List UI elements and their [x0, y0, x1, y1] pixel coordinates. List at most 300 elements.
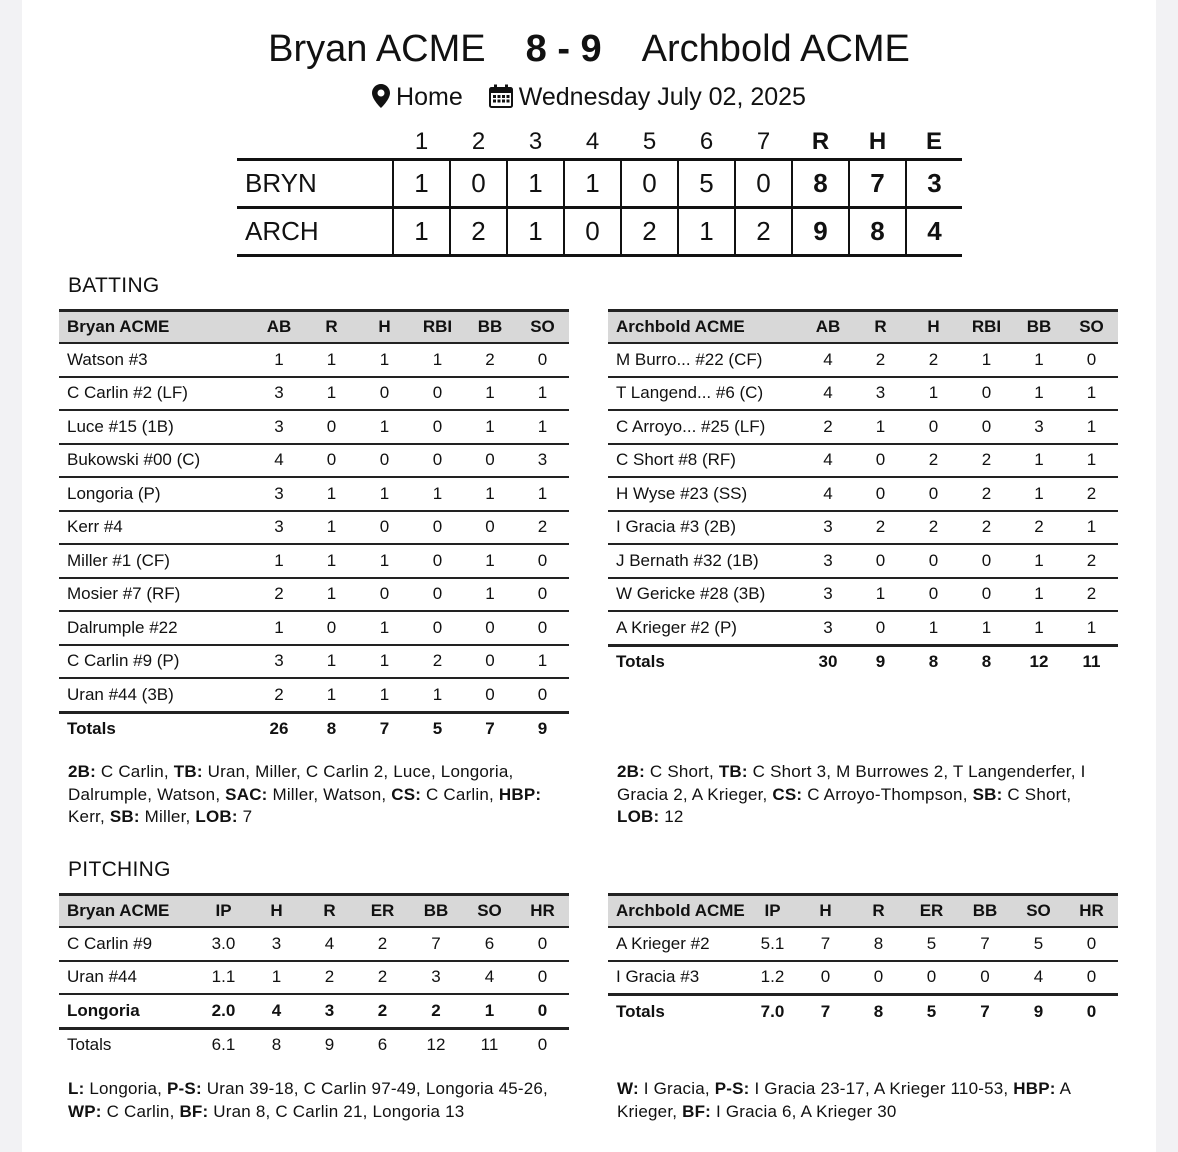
stat-cell: 0 [358, 444, 411, 478]
note-text: I Gracia 23-17, A Krieger 110-53, [749, 1079, 1014, 1098]
stat-cell: 0 [854, 611, 907, 645]
inning-score: 1 [393, 208, 450, 256]
col-header: BB [1013, 311, 1065, 344]
col-header: BB [409, 895, 463, 928]
stat-cell: 2 [1065, 578, 1118, 612]
totals-row [59, 1028, 569, 1061]
note-text: 12 [659, 807, 684, 826]
player-name: M Burro... #22 (CF) [608, 343, 802, 377]
stat-cell: 1 [305, 678, 358, 712]
stat-cell: 1 [305, 578, 358, 612]
away-team-name: Archbold ACME [641, 28, 910, 70]
inning-score: 5 [678, 160, 735, 208]
stat-cell: 1 [464, 544, 516, 578]
player-name: I Gracia #3 (2B) [608, 511, 802, 545]
stat-cell: 1 [854, 578, 907, 612]
note-label: TB: [173, 762, 203, 781]
totals-cell: 8 [852, 995, 905, 1028]
player-row [59, 444, 569, 478]
totals-cell: 0 [1065, 995, 1118, 1028]
player-name: T Langend... #6 (C) [608, 377, 802, 411]
player-name: A Krieger #2 (P) [608, 611, 802, 645]
stat-cell: 2 [907, 511, 960, 545]
stat-cell: 3 [854, 377, 907, 411]
totals-cell: 8 [960, 645, 1013, 678]
total-r: 9 [792, 208, 849, 256]
col-header: SO [516, 311, 569, 344]
stat-cell: 1 [305, 477, 358, 511]
stat-cell: 0 [958, 961, 1012, 995]
stat-cell: 2 [907, 444, 960, 478]
total-e: 3 [906, 160, 962, 208]
player-name: Longoria (P) [59, 477, 253, 511]
col-header: IP [746, 895, 799, 928]
totals-cell: 9 [303, 1028, 356, 1061]
note-text: Uran, Miller, C Carlin 2, Luce, Longoria, Dalrumple, Watson, [68, 762, 514, 804]
stat-cell: 0 [516, 994, 569, 1028]
line-score-table [237, 126, 962, 257]
stat-cell: 1 [516, 645, 569, 679]
stat-cell: 0 [854, 544, 907, 578]
player-name: Bukowski #00 (C) [59, 444, 253, 478]
stat-cell: 1 [907, 377, 960, 411]
stat-cell: 1 [1013, 611, 1065, 645]
stat-cell: 0 [358, 578, 411, 612]
col-header: HR [1065, 895, 1118, 928]
inning-score: 0 [450, 160, 507, 208]
player-row [608, 611, 1118, 645]
stat-cell: 0 [907, 410, 960, 444]
stat-cell: 0 [516, 544, 569, 578]
note-label: 2B: [68, 762, 96, 781]
note-label: BF: [179, 1101, 209, 1121]
stat-cell: 0 [411, 578, 464, 612]
note-label: P-S: [167, 1079, 202, 1098]
note-text: Miller, Watson, [267, 784, 392, 804]
col-header: R [852, 895, 905, 928]
stat-cell: 2 [960, 444, 1013, 478]
note-label: P-S: [714, 1079, 750, 1098]
stat-cell: 0 [411, 544, 464, 578]
game-location: Home [396, 83, 463, 111]
archbold-pitching-notes [617, 1078, 1127, 1123]
player-row [608, 578, 1118, 612]
totals-cell: 12 [1013, 645, 1065, 678]
stat-cell: 4 [463, 961, 516, 995]
note-label: L: [68, 1079, 85, 1098]
player-row [608, 927, 1118, 961]
stat-cell: 2 [516, 511, 569, 545]
stat-cell: 0 [516, 578, 569, 612]
player-row [608, 377, 1118, 411]
stat-cell: 2 [303, 961, 356, 995]
player-name: Mosier #7 (RF) [59, 578, 253, 612]
note-label: TB: [718, 762, 748, 781]
final-score: 8 - 9 [525, 28, 602, 70]
player-row [59, 927, 569, 961]
stat-cell: 1 [1013, 477, 1065, 511]
stat-cell: 3.0 [197, 927, 250, 961]
stat-cell: 0 [464, 678, 516, 712]
col-header: RBI [411, 311, 464, 344]
stat-cell: 0 [411, 410, 464, 444]
player-row [59, 410, 569, 444]
player-row [59, 994, 569, 1028]
stat-cell: 1 [1065, 444, 1118, 478]
stat-cell: 1.2 [746, 961, 799, 995]
col-header: BB [958, 895, 1012, 928]
stat-cell: 0 [516, 611, 569, 645]
stat-cell: 2 [1065, 544, 1118, 578]
line-score-row [237, 160, 962, 208]
runs-header: R [811, 128, 830, 155]
stat-cell: 5 [1012, 927, 1065, 961]
totals-cell: 6 [356, 1028, 409, 1061]
game-header [22, 24, 1156, 74]
inning-score: 0 [564, 208, 621, 256]
stat-cell: 4 [303, 927, 356, 961]
stat-cell: 1 [464, 578, 516, 612]
inning-score: 1 [393, 160, 450, 208]
player-row [608, 343, 1118, 377]
stat-cell: 0 [464, 611, 516, 645]
col-header: IP [197, 895, 250, 928]
stat-cell: 1 [358, 678, 411, 712]
stat-cell: 2 [411, 645, 464, 679]
note-text: C Carlin, [421, 784, 499, 804]
player-row [608, 444, 1118, 478]
line-score-row [237, 208, 962, 256]
inning-score: 2 [621, 208, 678, 256]
stat-cell: 2 [854, 343, 907, 377]
line-score-team: BRYN [237, 160, 393, 208]
totals-cell: 9 [1012, 995, 1065, 1028]
player-name: Luce #15 (1B) [59, 410, 253, 444]
totals-cell: 5 [411, 712, 464, 745]
box-score-page [22, 0, 1156, 1152]
note-label: SB: [972, 784, 1003, 804]
stat-cell: 2 [356, 994, 409, 1028]
totals-cell: 7 [358, 712, 411, 745]
map-pin-icon [372, 83, 390, 117]
inning-header: 3 [528, 128, 543, 155]
stat-cell: 2 [802, 410, 854, 444]
hits-header: H [868, 128, 887, 155]
totals-cell: 30 [802, 645, 854, 678]
player-name: W Gericke #28 (3B) [608, 578, 802, 612]
totals-cell: 6.1 [197, 1028, 250, 1061]
stat-cell: 3 [253, 511, 305, 545]
totals-cell: 26 [253, 712, 305, 745]
archbold-batting-table [608, 309, 1118, 678]
stat-cell: 2 [464, 343, 516, 377]
pitching-section-title: PITCHING [68, 858, 171, 881]
player-row [59, 477, 569, 511]
stat-cell: 4 [802, 444, 854, 478]
total-h: 8 [849, 208, 906, 256]
player-row [59, 511, 569, 545]
stat-cell: 0 [464, 645, 516, 679]
stat-cell: 3 [303, 994, 356, 1028]
note-text: C Carlin, [96, 762, 174, 781]
note-label: WP: [68, 1101, 102, 1121]
stat-cell: 7 [958, 927, 1012, 961]
col-header: R [854, 311, 907, 344]
line-score-header [237, 126, 962, 160]
stat-cell: 2 [253, 578, 305, 612]
note-label: LOB: [617, 807, 660, 826]
stat-cell: 4 [802, 377, 854, 411]
col-header: ER [356, 895, 409, 928]
stat-cell: 6 [463, 927, 516, 961]
total-r: 8 [792, 160, 849, 208]
note-text: C Arroyo-Thompson, [802, 784, 973, 804]
totals-cell: 9 [854, 645, 907, 678]
stat-cell: 3 [253, 410, 305, 444]
stat-cell: 0 [305, 410, 358, 444]
note-label: HBP: [498, 784, 542, 804]
stat-cell: 1 [411, 477, 464, 511]
note-text: Kerr, [68, 807, 110, 826]
batting-header-row [608, 311, 1118, 344]
note-label: CS: [391, 784, 422, 804]
col-header: H [358, 311, 411, 344]
totals-label: Totals [59, 712, 253, 745]
stat-cell: 1.1 [197, 961, 250, 995]
player-row [608, 511, 1118, 545]
stat-cell: 3 [516, 444, 569, 478]
stat-cell: 1 [464, 410, 516, 444]
player-row [608, 961, 1118, 995]
note-text: C Short, [645, 762, 719, 781]
note-label: BF: [682, 1101, 712, 1121]
stat-cell: 0 [960, 578, 1013, 612]
totals-cell: 7.0 [746, 995, 799, 1028]
totals-label: Totals [59, 1028, 197, 1061]
stat-cell: 1 [305, 377, 358, 411]
stat-cell: 0 [516, 343, 569, 377]
stat-cell: 0 [960, 377, 1013, 411]
col-header: AB [802, 311, 854, 344]
stat-cell: 0 [907, 544, 960, 578]
stat-cell: 2 [854, 511, 907, 545]
stat-cell: 1 [960, 611, 1013, 645]
inning-score: 2 [735, 208, 792, 256]
stat-cell: 2 [960, 477, 1013, 511]
stat-cell: 1 [960, 343, 1013, 377]
stat-cell: 1 [358, 544, 411, 578]
game-info [22, 80, 1156, 117]
note-text: Miller, [139, 807, 196, 826]
stat-cell: 4 [250, 994, 303, 1028]
note-label: W: [617, 1079, 639, 1098]
stat-cell: 8 [852, 927, 905, 961]
player-name: C Arroyo... #25 (LF) [608, 410, 802, 444]
totals-cell: 9 [516, 712, 569, 745]
col-header: ER [905, 895, 958, 928]
stat-cell: 2 [907, 343, 960, 377]
stat-cell: 5.1 [746, 927, 799, 961]
stat-cell: 1 [1013, 544, 1065, 578]
note-text: Uran 39-18, C Carlin 97-49, Longoria 45-26, [201, 1079, 548, 1098]
inning-score: 1 [507, 208, 564, 256]
note-text: 7 [237, 807, 253, 826]
stat-cell: 2 [356, 961, 409, 995]
stat-cell: 1 [305, 511, 358, 545]
stat-cell: 1 [411, 678, 464, 712]
stat-cell: 1 [358, 477, 411, 511]
inning-header: 4 [585, 128, 600, 155]
stat-cell: 3 [250, 927, 303, 961]
stat-cell: 4 [802, 477, 854, 511]
stat-cell: 1 [358, 343, 411, 377]
col-header: R [303, 895, 356, 928]
col-header: H [250, 895, 303, 928]
stat-cell: 1 [1065, 377, 1118, 411]
note-label: CS: [772, 784, 803, 804]
stat-cell: 1 [464, 477, 516, 511]
stat-cell: 3 [802, 611, 854, 645]
player-row [59, 961, 569, 995]
stat-cell: 2 [409, 994, 463, 1028]
stat-cell: 7 [799, 927, 852, 961]
player-name: A Krieger #2 [608, 927, 746, 961]
player-row [608, 544, 1118, 578]
stat-cell: 1 [1013, 343, 1065, 377]
stat-cell: 0 [852, 961, 905, 995]
stat-cell: 0 [358, 511, 411, 545]
totals-cell: 5 [905, 995, 958, 1028]
stat-cell: 1 [463, 994, 516, 1028]
stat-cell: 3 [802, 511, 854, 545]
stat-cell: 0 [516, 961, 569, 995]
inning-score: 1 [507, 160, 564, 208]
col-header: SO [1065, 311, 1118, 344]
stat-cell: 0 [411, 611, 464, 645]
totals-cell: 11 [463, 1028, 516, 1061]
stat-cell: 3 [802, 544, 854, 578]
note-text: Uran 8, C Carlin 21, Longoria 13 [208, 1101, 465, 1121]
totals-cell: 0 [516, 1028, 569, 1061]
stat-cell: 1 [516, 477, 569, 511]
stat-cell: 0 [305, 444, 358, 478]
bryan-pitching-notes [68, 1078, 568, 1123]
stat-cell: 0 [516, 927, 569, 961]
total-e: 4 [906, 208, 962, 256]
stat-cell: 0 [854, 477, 907, 511]
stat-cell: 0 [516, 678, 569, 712]
player-row [59, 611, 569, 645]
team-header: Archbold ACME [608, 311, 802, 344]
player-row [59, 578, 569, 612]
player-row [608, 477, 1118, 511]
player-name: H Wyse #23 (SS) [608, 477, 802, 511]
stat-cell: 1 [253, 611, 305, 645]
note-text: A Krieger, [617, 1079, 1071, 1121]
stat-cell: 3 [802, 578, 854, 612]
pitching-header-row [608, 895, 1118, 928]
batting-section-title: BATTING [68, 274, 160, 297]
stat-cell: 4 [253, 444, 305, 478]
archbold-pitching-table [608, 893, 1118, 1028]
bryan-batting-notes [68, 761, 568, 829]
col-header: H [799, 895, 852, 928]
inning-header: 1 [414, 128, 429, 155]
player-row [59, 678, 569, 712]
stat-cell: 0 [411, 444, 464, 478]
inning-score: 1 [678, 208, 735, 256]
note-text: C Carlin, [101, 1101, 180, 1121]
game-date: Wednesday July 02, 2025 [518, 83, 806, 111]
stat-cell: 7 [409, 927, 463, 961]
totals-row [608, 645, 1118, 678]
totals-cell: 11 [1065, 645, 1118, 678]
home-team-name: Bryan ACME [268, 28, 486, 70]
stat-cell: 0 [464, 511, 516, 545]
player-row [59, 343, 569, 377]
totals-cell: 12 [409, 1028, 463, 1061]
stat-cell: 0 [799, 961, 852, 995]
stat-cell: 2 [1065, 477, 1118, 511]
col-header: H [907, 311, 960, 344]
note-label: SAC: [225, 784, 268, 804]
note-text: Longoria, [84, 1079, 167, 1098]
inning-score: 1 [564, 160, 621, 208]
stat-cell: 1 [358, 645, 411, 679]
note-text: C Short, [1002, 784, 1072, 804]
stat-cell: 2 [253, 678, 305, 712]
note-text: I Gracia, [638, 1079, 715, 1098]
stat-cell: 1 [253, 343, 305, 377]
player-name: Dalrumple #22 [59, 611, 253, 645]
stat-cell: 3 [253, 477, 305, 511]
stat-cell: 0 [905, 961, 958, 995]
player-name: Longoria [59, 994, 197, 1028]
stat-cell: 0 [305, 611, 358, 645]
calendar-icon [489, 83, 513, 117]
stat-cell: 1 [516, 410, 569, 444]
totals-label: Totals [608, 645, 802, 678]
stat-cell: 0 [1065, 961, 1118, 995]
stat-cell: 0 [411, 511, 464, 545]
totals-label: Totals [608, 995, 746, 1028]
stat-cell: 0 [907, 578, 960, 612]
stat-cell: 0 [907, 477, 960, 511]
stat-cell: 0 [960, 410, 1013, 444]
player-name: Uran #44 [59, 961, 197, 995]
note-label: SB: [109, 807, 140, 826]
note-text: I Gracia 6, A Krieger 30 [711, 1101, 897, 1121]
stat-cell: 4 [802, 343, 854, 377]
player-name: Uran #44 (3B) [59, 678, 253, 712]
stat-cell: 1 [305, 343, 358, 377]
col-header: BB [464, 311, 516, 344]
player-name: J Bernath #32 (1B) [608, 544, 802, 578]
stat-cell: 1 [305, 544, 358, 578]
stat-cell: 1 [250, 961, 303, 995]
stat-cell: 1 [854, 410, 907, 444]
col-header: SO [1012, 895, 1065, 928]
inning-header: 7 [756, 128, 771, 155]
stat-cell: 1 [1065, 611, 1118, 645]
stat-cell: 1 [1013, 578, 1065, 612]
stat-cell: 3 [253, 645, 305, 679]
totals-cell: 8 [907, 645, 960, 678]
stat-cell: 3 [409, 961, 463, 995]
player-row [59, 645, 569, 679]
stat-cell: 1 [1065, 410, 1118, 444]
stat-cell: 1 [1065, 511, 1118, 545]
